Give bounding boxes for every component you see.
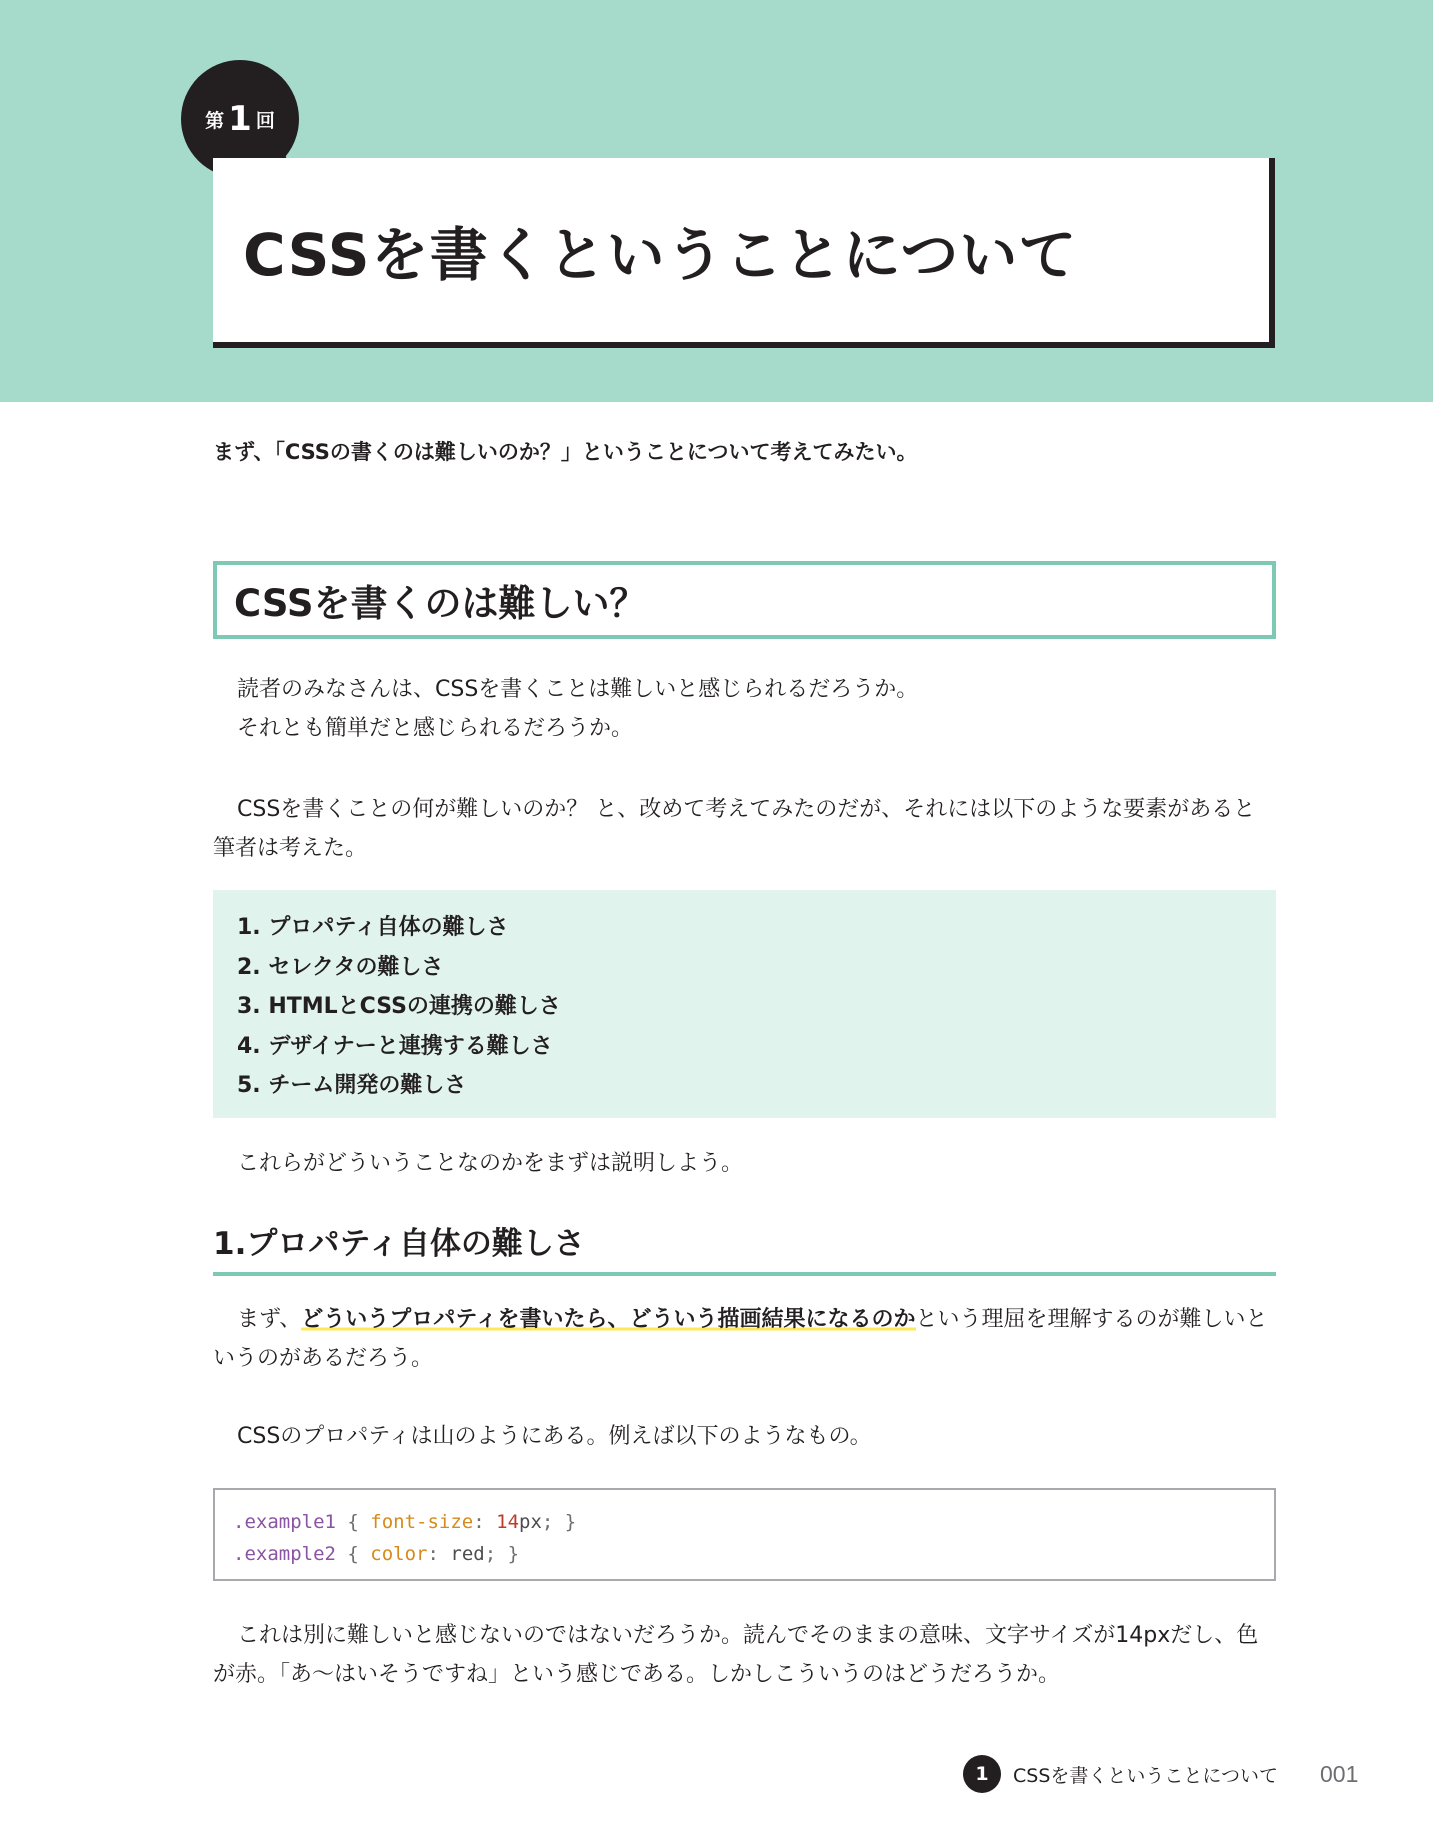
list-item: 4. デザイナーと連携する難しさ	[237, 1033, 553, 1059]
subsection-heading: 1.プロパティ自体の難しさ	[213, 1226, 585, 1262]
paragraph-line: 読者のみなさんは、CSSを書くことは難しいと感じられるだろうか。	[237, 677, 919, 702]
chapter-prefix: 第	[205, 109, 225, 132]
code-property: color	[370, 1543, 428, 1565]
difficulty-list	[237, 908, 1252, 1106]
subsection-paragraph-2	[213, 1417, 1276, 1456]
highlighted-text: どういうプロパティを書いたら、どういう描画結果になるのか	[301, 1307, 916, 1332]
paragraph-text: これらがどういうことなのかをまずは説明しよう。	[237, 1151, 744, 1176]
section-paragraph-2	[213, 790, 1276, 868]
subsection-heading-block	[213, 1222, 1276, 1276]
paragraph-line: それとも簡単だと感じられるだろうか。	[237, 716, 634, 741]
code-close: ; }	[484, 1543, 520, 1565]
paragraph-text	[213, 1300, 1276, 1378]
code-brace: {	[335, 1511, 371, 1533]
code-selector: .example2	[233, 1543, 336, 1565]
code-number: 14	[496, 1511, 520, 1533]
list-item: 2. セレクタの難しさ	[237, 954, 444, 980]
code-line	[233, 1538, 1256, 1570]
paragraph-text: CSSを書くことの何が難しいのか？ と、改めて考えてみたのだが、それには以下のような要素があると筆者は考えた。	[213, 797, 1256, 861]
list-item: 1. プロパティ自体の難しさ	[237, 915, 509, 940]
code-close: ; }	[541, 1511, 577, 1533]
footer-chapter-title: CSSを書くということについて	[1013, 1764, 1279, 1787]
code-value: red	[450, 1543, 485, 1565]
chapter-suffix: 回	[255, 109, 275, 132]
code-line	[233, 1506, 1256, 1538]
page-number: 001	[1320, 1760, 1359, 1787]
paragraph-text-end: という理屈を理解するのが難しいというのがあるだろう。	[213, 1307, 1268, 1371]
code-colon: :	[473, 1511, 497, 1533]
page-footer	[963, 1752, 1363, 1796]
chapter-title: CSSを書くということについて	[243, 221, 1078, 289]
section-paragraph-3	[213, 1144, 1276, 1183]
list-item: 3. HTMLとCSSの連携の難しさ	[237, 994, 561, 1019]
footer-chapter-badge: 1	[963, 1755, 1001, 1793]
code-selector: .example1	[233, 1511, 336, 1533]
lead-text: まず、「CSSの書くのは難しいのか？」ということについて考えてみたい。	[213, 440, 918, 464]
section-heading: CSSを書くのは難しい？	[234, 582, 647, 625]
difficulty-list-box	[213, 890, 1276, 1118]
chapter-number: 1	[228, 99, 252, 139]
section-heading-box	[213, 561, 1276, 639]
code-block	[213, 1488, 1276, 1581]
code-property: font-size	[370, 1511, 474, 1533]
section-paragraph-1	[213, 670, 1276, 748]
paragraph-text-start: まず、	[237, 1307, 302, 1332]
list-item: 5. チーム開発の難しさ	[237, 1073, 467, 1098]
code-value: px	[519, 1511, 542, 1533]
paragraph-text: CSSのプロパティは山のようにある。例えば以下のようなもの。	[237, 1424, 872, 1449]
code-brace: {	[335, 1543, 371, 1565]
code-colon: :	[427, 1543, 451, 1565]
subsection-paragraph-3	[213, 1616, 1276, 1694]
paragraph-text: これは別に難しいと感じないのではないだろうか。読んでそのままの意味、文字サイズが14pxだし、色が赤。「あ〜はいそうですね」という感じである。しかしこういうのはどうだろうか。	[213, 1623, 1259, 1687]
chapter-title-box	[213, 158, 1275, 348]
subsection-paragraph-1	[213, 1300, 1276, 1378]
